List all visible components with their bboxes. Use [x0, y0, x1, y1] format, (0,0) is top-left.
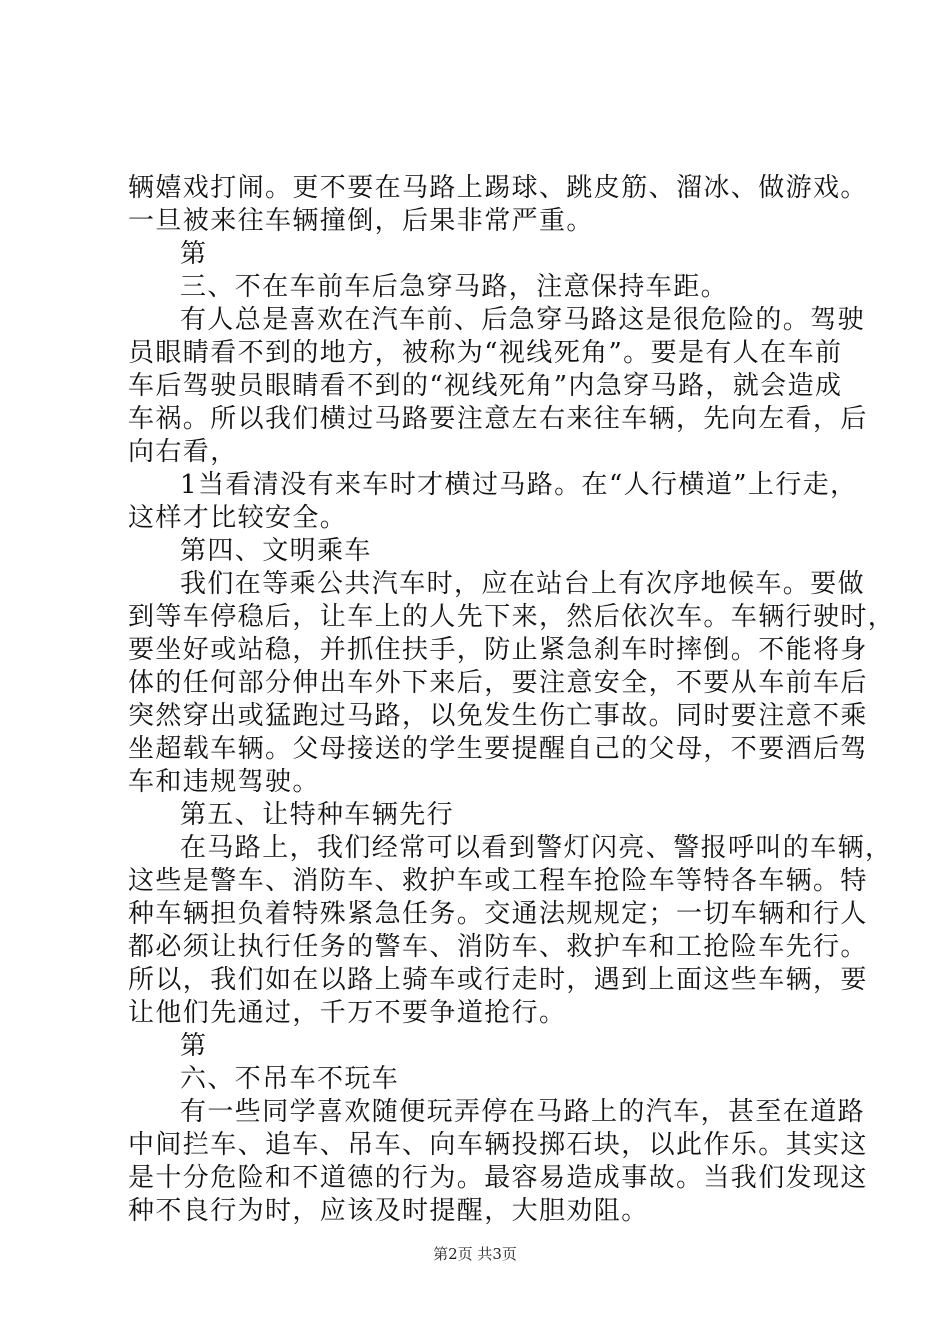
text-line: 要坐好或站稳，并抓住扶手，防止紧急刹车时摔倒。不能将身	[128, 635, 868, 665]
text-line: 这样才比较安全。	[128, 503, 348, 533]
text-line: 1当看清没有来车时才横过马路。在“人行横道”上行走，	[180, 470, 858, 500]
text-line: 车和违规驾驶。	[128, 767, 320, 797]
section-heading: 三、不在车前车后急穿马路，注意保持车距。	[180, 272, 729, 302]
text-line: 坐超载车辆。父母接送的学生要提醒自己的父母，不要酒后驾	[128, 734, 868, 764]
text-line: 到等车停稳后，让车上的人先下来，然后依次车。车辆行驶时，	[128, 602, 896, 632]
text-line: 这些是警车、消防车、救护车或工程车抢险车等特各车辆。特	[128, 866, 868, 896]
text-line: 是十分危险和不道德的行为。最容易造成事故。当我们发现这	[128, 1163, 868, 1193]
text-line: 都必须让执行任务的警车、消防车、救护车和工抢险车先行。	[128, 932, 868, 962]
text-line: 车后驾驶员眼睛看不到的“视线死角”内急穿马路，就会造成	[128, 371, 843, 401]
text-line: 第	[180, 239, 208, 269]
text-line: 突然穿出或猛跑过马路，以免发生伤亡事故。同时要注意不乘	[128, 701, 868, 731]
text-line: 中间拦车、追车、吊车、向车辆投掷石块，以此作乐。其实这	[128, 1130, 868, 1160]
section-heading: 第四、文明乘车	[180, 536, 372, 566]
text-line: 种车辆担负着特殊紧急任务。交通法规规定；一切车辆和行人	[128, 899, 868, 929]
text-line: 一旦被来往车辆撞倒，后果非常严重。	[128, 206, 594, 236]
text-line: 有人总是喜欢在汽车前、后急穿马路这是很危险的。驾驶	[180, 305, 866, 335]
text-line: 车祸。所以我们横过马路要注意左右来往车辆，先向左看，后	[128, 404, 868, 434]
page-number-footer: 第2页 共3页	[433, 1245, 517, 1263]
text-line: 向右看，	[128, 437, 238, 467]
text-line: 让他们先通过，千万不要争道抢行。	[128, 998, 567, 1028]
section-heading: 第五、让特种车辆先行	[180, 800, 455, 830]
text-line: 我们在等乘公共汽车时，应在站台上有次序地候车。要做	[180, 569, 866, 599]
text-line: 所以，我们如在以路上骑车或行走时，遇到上面这些车辆，要	[128, 965, 868, 995]
text-line: 在马路上，我们经常可以看到警灯闪亮、警报呼叫的车辆，	[180, 833, 893, 863]
text-line: 第	[180, 1031, 208, 1061]
text-line: 体的任何部分伸出车外下来后，要注意安全，不要从车前车后	[128, 668, 868, 698]
document-body	[128, 172, 896, 1228]
text-line: 辆嬉戏打闹。更不要在马路上踢球、跳皮筋、溜冰、做游戏。	[128, 173, 868, 203]
text-line: 种不良行为时，应该及时提醒，大胆劝阻。	[128, 1196, 649, 1226]
section-heading: 六、不吊车不玩车	[180, 1064, 400, 1094]
text-line: 有一些同学喜欢随便玩弄停在马路上的汽车，甚至在道路	[180, 1097, 866, 1127]
text-line: 员眼睛看不到的地方，被称为“视线死角”。要是有人在车前	[128, 338, 843, 368]
